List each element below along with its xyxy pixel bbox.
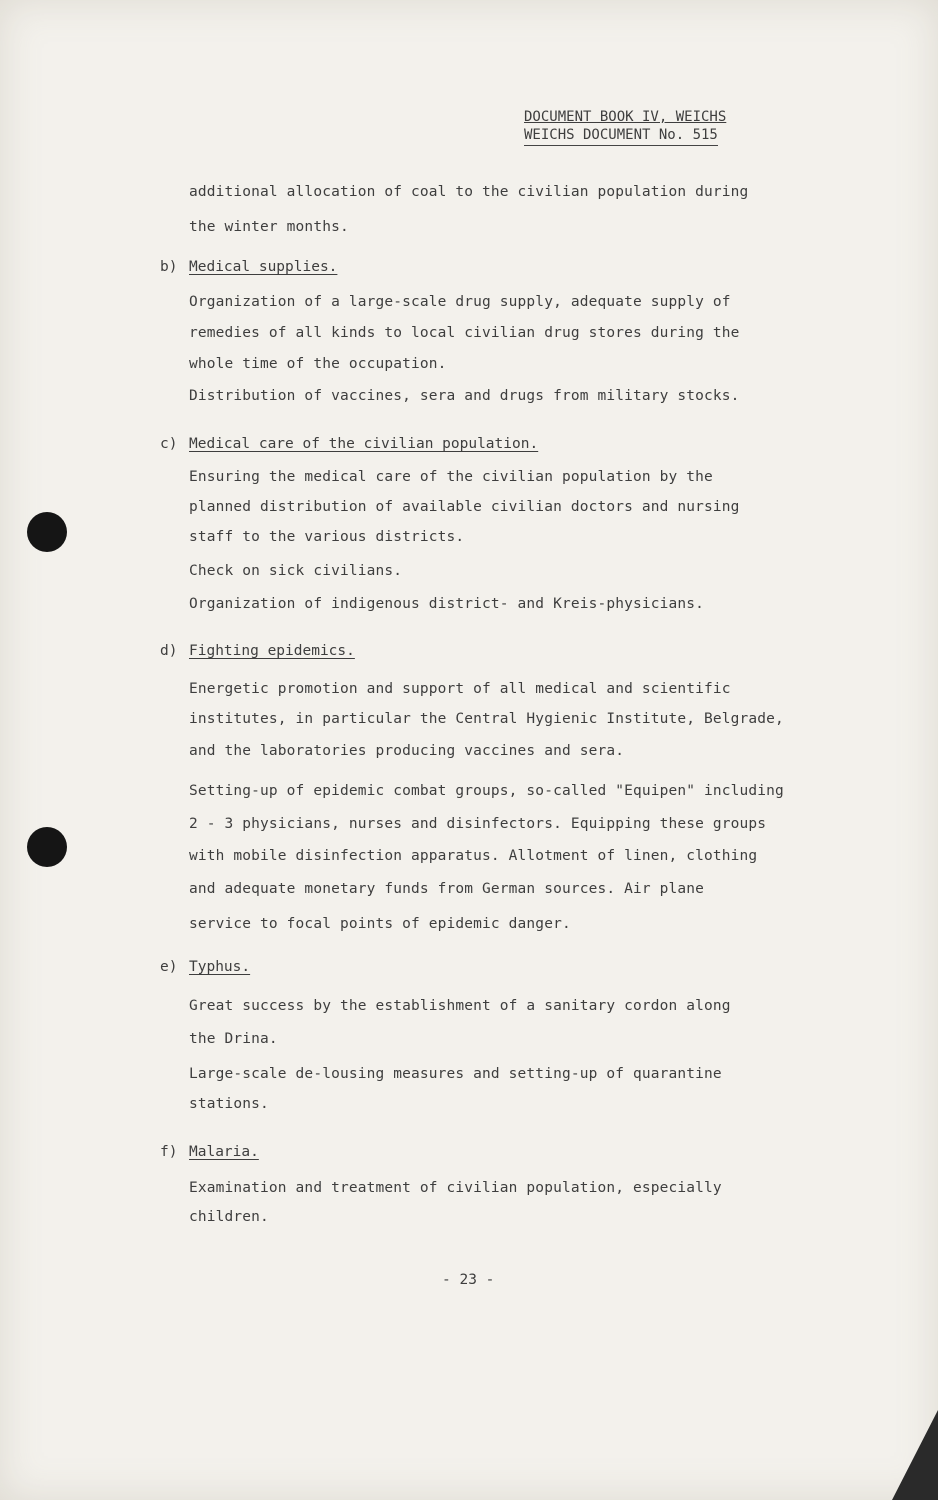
body-line: institutes, in particular the Central Hygienic Institute, Belgrade, <box>189 711 784 727</box>
body-line: with mobile disinfection apparatus. Allotment of linen, clothing <box>189 848 758 864</box>
document-header <box>524 108 760 146</box>
section-marker: e) <box>160 959 178 975</box>
section-title-typhus: Typhus. <box>189 959 251 975</box>
body-line: Distribution of vaccines, sera and drugs from military stocks. <box>189 388 740 404</box>
section-title-medical-care: Medical care of the civilian population. <box>189 436 539 452</box>
section-marker: b) <box>160 259 178 275</box>
intro-line: the winter months. <box>189 219 349 235</box>
body-line: and the laboratories producing vaccines and sera. <box>189 743 625 759</box>
page-number: - 23 - <box>442 1272 495 1288</box>
intro-line: additional allocation of coal to the civilian population during <box>189 184 749 200</box>
section-marker: f) <box>160 1144 178 1160</box>
header-document-book: DOCUMENT BOOK IV, WEICHS <box>524 109 727 125</box>
body-line: Great success by the establishment of a sanitary cordon along <box>189 998 731 1014</box>
body-line: Energetic promotion and support of all medical and scientific <box>189 681 731 697</box>
body-line: remedies of all kinds to local civilian drug stores during the <box>189 325 740 341</box>
body-line: Examination and treatment of civilian population, especially <box>189 1180 722 1196</box>
header-document-number: WEICHS DOCUMENT No. 515 <box>524 126 718 146</box>
body-line: planned distribution of available civilian doctors and nursing <box>189 499 740 515</box>
body-line: Organization of a large-scale drug supply, adequate supply of <box>189 294 731 310</box>
folded-corner <box>892 1410 938 1500</box>
punch-hole <box>27 827 67 867</box>
body-line: and adequate monetary funds from German sources. Air plane <box>189 881 705 897</box>
body-line: Check on sick civilians. <box>189 563 403 579</box>
section-title-malaria: Malaria. <box>189 1144 259 1160</box>
body-line: service to focal points of epidemic danger. <box>189 916 571 932</box>
body-line: the Drina. <box>189 1031 278 1047</box>
section-title-medical-supplies: Medical supplies. <box>189 259 338 275</box>
body-line: children. <box>189 1209 269 1225</box>
body-line: Ensuring the medical care of the civilian population by the <box>189 469 713 485</box>
section-title-fighting-epidemics: Fighting epidemics. <box>189 643 355 659</box>
punch-hole <box>27 512 67 552</box>
section-marker: c) <box>160 436 178 452</box>
body-line: 2 - 3 physicians, nurses and disinfectors. Equipping these groups <box>189 816 767 832</box>
body-line: Large-scale de-lousing measures and setting-up of quarantine <box>189 1066 722 1082</box>
section-marker: d) <box>160 643 178 659</box>
body-line: whole time of the occupation. <box>189 356 447 372</box>
body-line: Organization of indigenous district- and Kreis-physicians. <box>189 596 705 612</box>
body-line: stations. <box>189 1096 269 1112</box>
body-line: Setting-up of epidemic combat groups, so-called "Equipen" including <box>189 783 784 799</box>
body-line: staff to the various districts. <box>189 529 465 545</box>
